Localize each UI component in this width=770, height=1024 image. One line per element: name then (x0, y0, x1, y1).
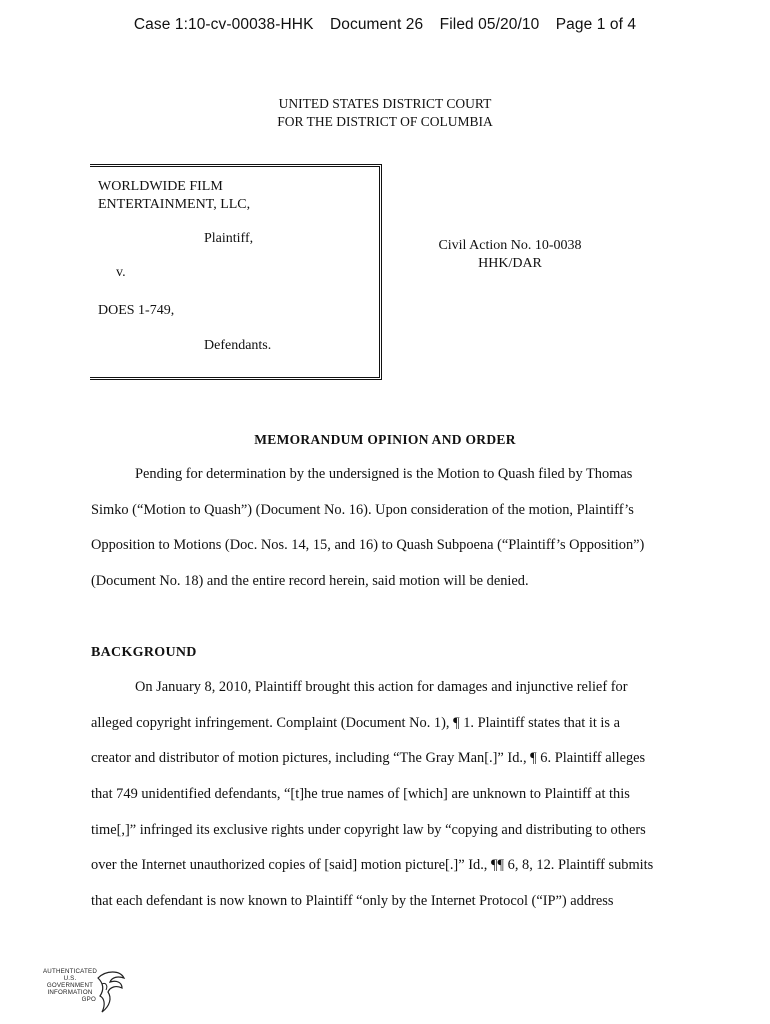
background-line: that 749 unidentified defendants, “[t]he true names of [which] are unknown to Plaintiff at this (91, 786, 630, 802)
defendant-label: Defendants. (204, 338, 272, 353)
gpo-authentication-seal (40, 968, 130, 1018)
background-line: On January 8, 2010, Plaintiff brought this action for damages and injunctive relief for (135, 679, 628, 695)
versus: v. (116, 265, 126, 280)
defendant-name: DOES 1-749, (98, 303, 175, 318)
document-number: Document 26 (329, 16, 424, 33)
eagle-icon (92, 968, 128, 1016)
court-line-1: UNITED STATES DISTRICT COURT (278, 96, 492, 111)
intro-line: Opposition to Motions (Doc. Nos. 14, 15, and 16) to Quash Subpoena (“Plaintiff’s Opposition”) (91, 537, 645, 553)
seal-line-2: U.S. GOVERNMENT (46, 975, 94, 989)
background-line: that each defendant is now known to Plaintiff “only by the Internet Protocol (“IP”) address (91, 893, 614, 909)
seal-text (40, 968, 100, 1003)
civil-action-number (410, 237, 610, 273)
intro-line: (Document No. 18) and the entire record herein, said motion will be denied. (91, 573, 529, 589)
intro-line: Pending for determination by the undersigned is the Motion to Quash filed by Thomas (135, 466, 633, 482)
plaintiff-label: Plaintiff, (204, 231, 254, 246)
background-line: time[,]” infringed its exclusive rights under copyright law by “copying and distributing to others (91, 822, 646, 838)
case-number: Case 1:10-cv-00038-HHK (133, 16, 314, 33)
background-heading: BACKGROUND (91, 645, 197, 660)
seal-line-1: AUTHENTICATED (42, 968, 98, 975)
case-header (0, 16, 770, 34)
seal-line-4: GPO (81, 996, 96, 1003)
plaintiff-name-1: WORLDWIDE FILM (98, 179, 223, 194)
page-indicator: Page 1 of 4 (555, 16, 637, 33)
background-line: creator and distributor of motion pictures, including “The Gray Man[.]” Id., ¶ 6. Plaintiff alleges (91, 750, 646, 766)
intro-line: Simko (“Motion to Quash”) (Document No. 16). Upon consideration of the motion, Plaintiff’s (91, 502, 634, 518)
background-line: over the Internet unauthorized copies of [said] motion picture[.]” Id., ¶¶ 6, 8, 12. Plaintiff submits (91, 857, 654, 873)
filed-date: Filed 05/20/10 (439, 16, 540, 33)
document-title: MEMORANDUM OPINION AND ORDER (254, 432, 516, 447)
plaintiff-name-2: ENTERTAINMENT, LLC, (98, 197, 251, 212)
civil-action-line-1: Civil Action No. 10-0038 (438, 238, 582, 253)
seal-line-3: INFORMATION (47, 989, 93, 996)
civil-action-line-2: HHK/DAR (478, 256, 542, 271)
background-line: alleged copyright infringement. Complaint (Document No. 1), ¶ 1. Plaintiff states that it is a (91, 715, 621, 731)
court-name (0, 95, 770, 131)
court-line-2: FOR THE DISTRICT OF COLUMBIA (277, 114, 493, 129)
